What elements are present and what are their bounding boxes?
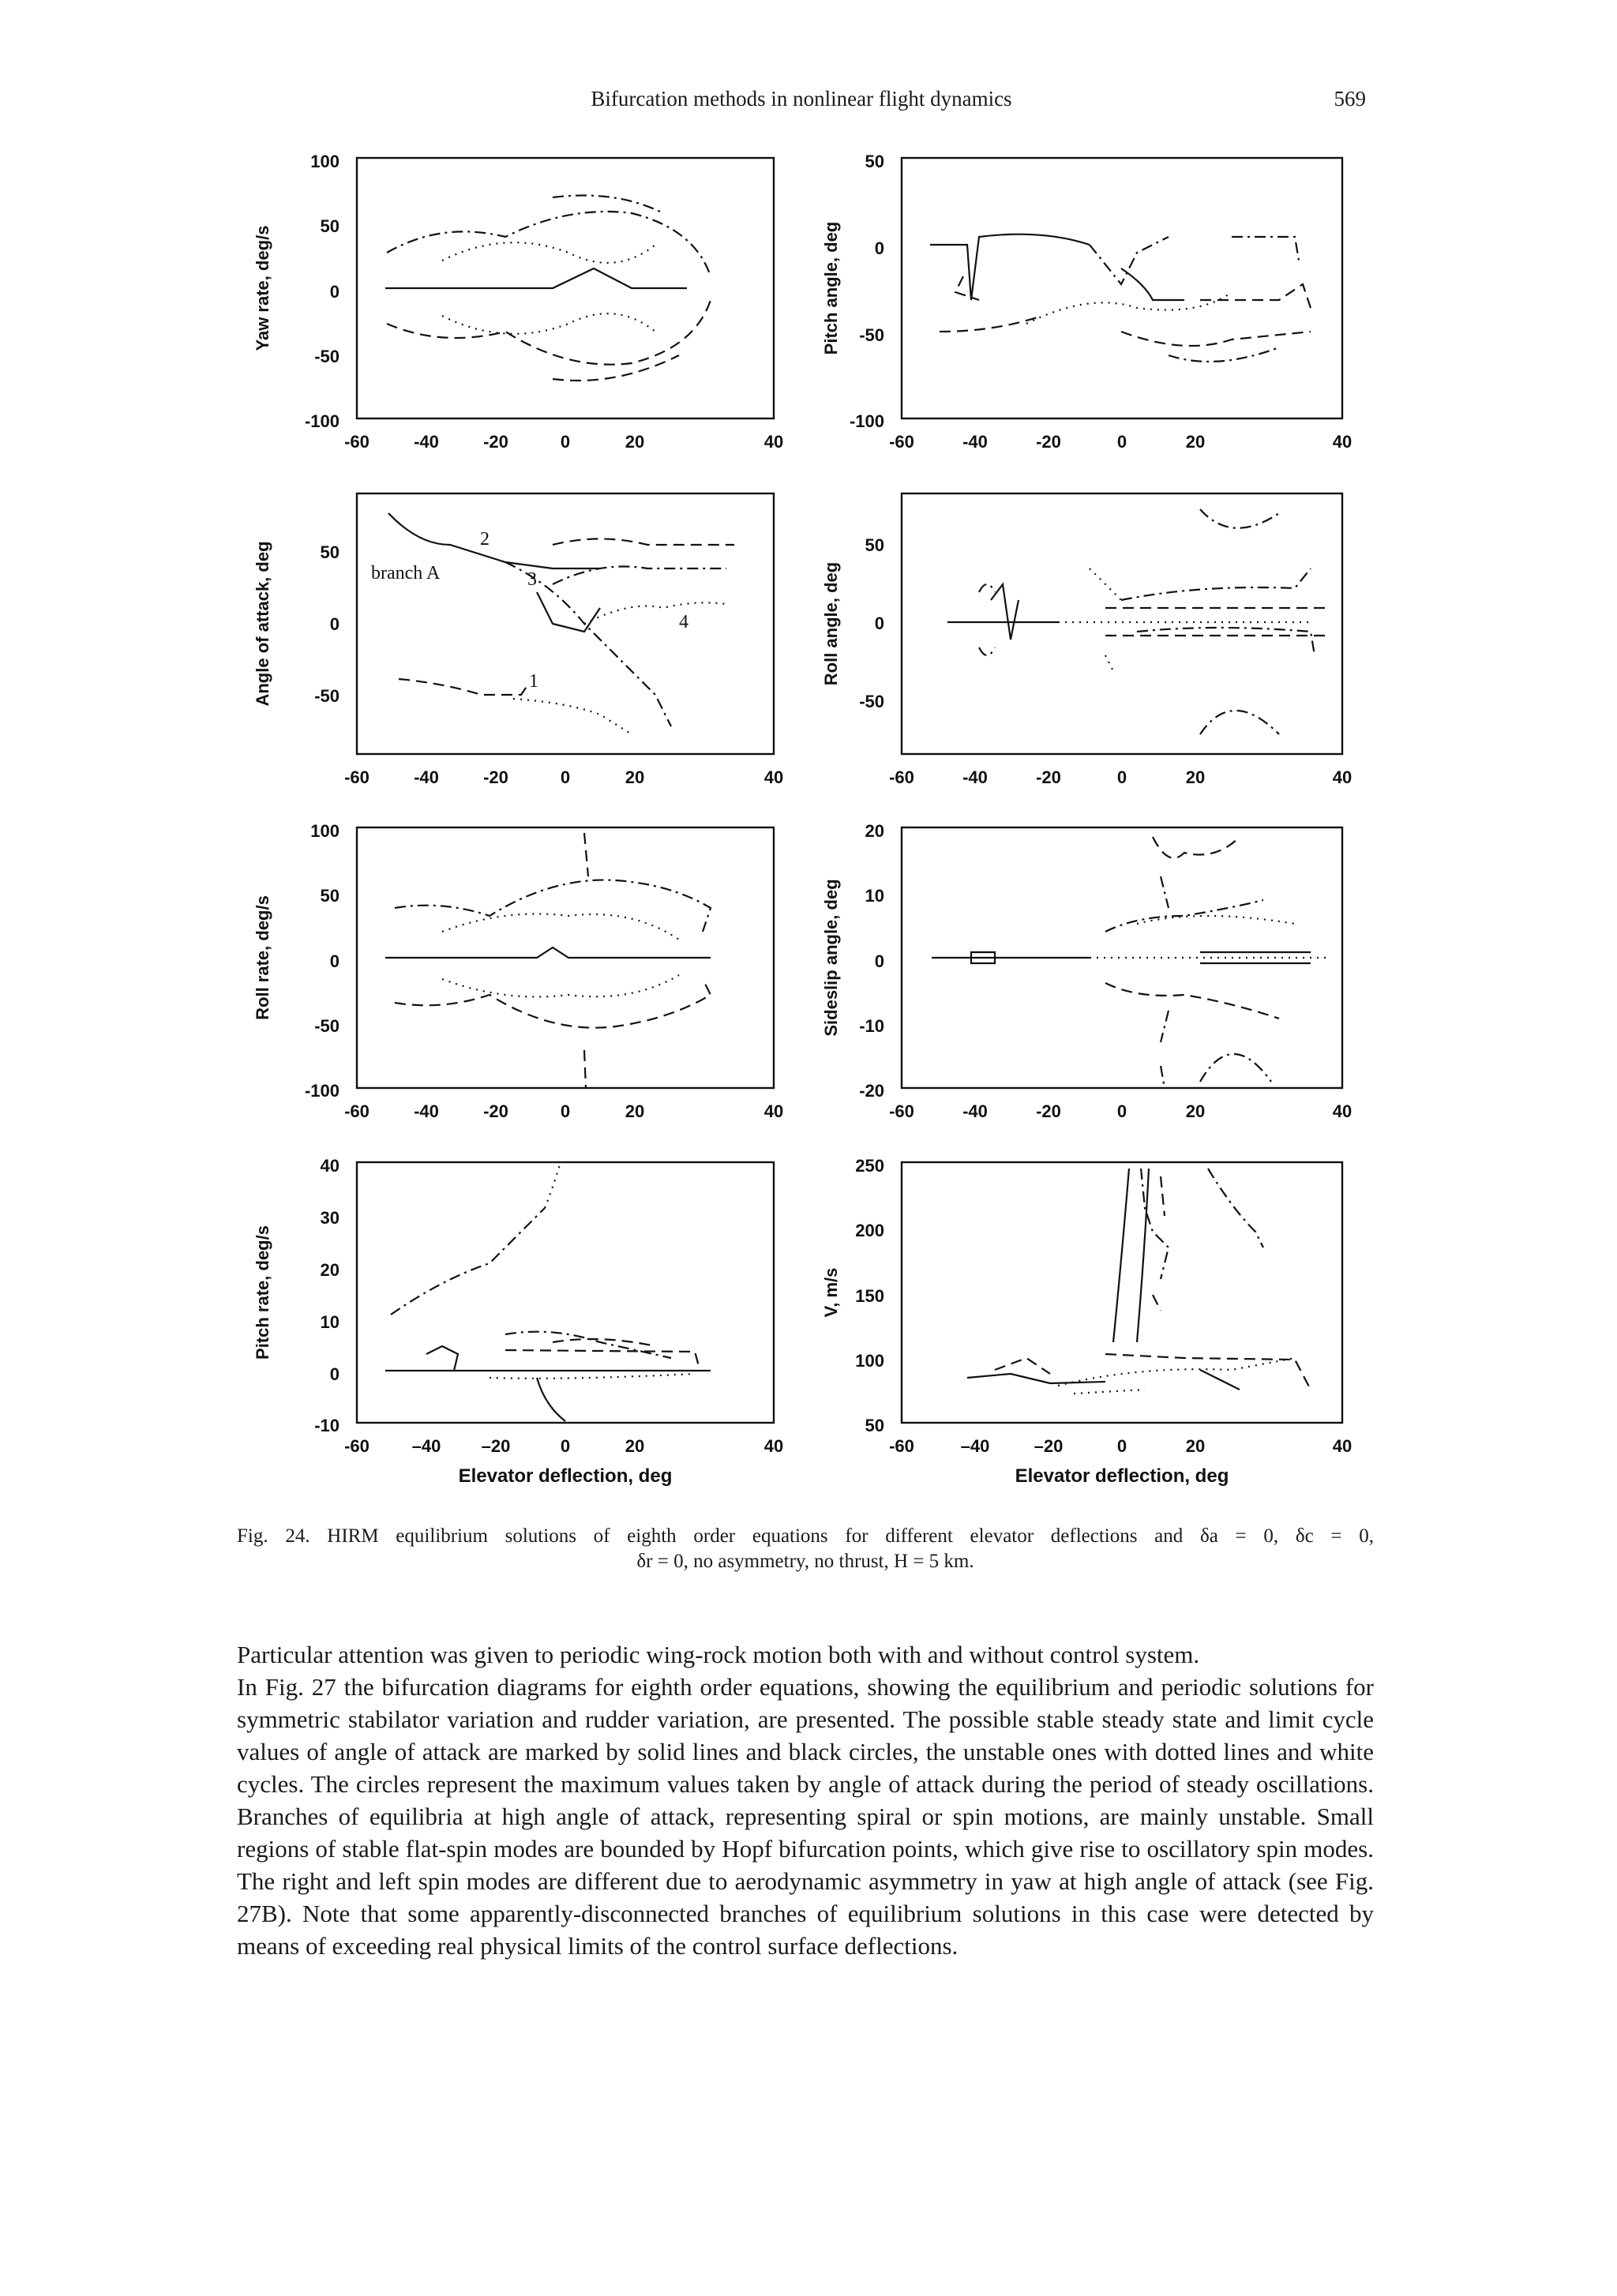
equilibrium-branch <box>1090 568 1121 671</box>
annotation-branch-label: 4 <box>679 612 688 632</box>
x-axis-label: Elevator deflection, deg <box>458 1465 673 1487</box>
equilibrium-branch <box>490 1374 695 1379</box>
annotation-branch-label: 2 <box>480 529 490 550</box>
panel-frame <box>902 493 1342 754</box>
y-tick: -10 <box>859 1016 884 1036</box>
x-tick: -60 <box>889 1101 914 1121</box>
equilibrium-branch <box>584 602 726 624</box>
equilibrium-branch <box>1208 1169 1263 1247</box>
equilibrium-branch <box>995 1354 1311 1390</box>
x-tick: 0 <box>560 1101 571 1121</box>
x-tick: 0 <box>560 1436 571 1456</box>
x-tick: 20 <box>625 432 645 452</box>
x-tick: 40 <box>1332 767 1353 787</box>
equilibrium-branch <box>1121 568 1315 655</box>
y-tick: 0 <box>329 282 340 302</box>
y-tick: 250 <box>855 1156 884 1176</box>
caption-line: Fig. 24. HIRM equilibrium solutions of eighth order equations for different elevator deflections and δa = 0, δc = 0, <box>237 1525 1374 1547</box>
y-tick: 0 <box>329 614 340 634</box>
y-tick: 100 <box>310 152 340 171</box>
equilibrium-branch <box>553 196 663 214</box>
annotation-branch-label: 1 <box>529 671 538 692</box>
y-tick: 0 <box>874 613 884 633</box>
x-tick: 40 <box>1332 432 1353 452</box>
running-title: Bifurcation methods in nonlinear flight dynamics <box>591 87 1012 111</box>
y-axis-label: Yaw rate, deg/s <box>253 225 272 351</box>
caption-line: δr = 0, no asymmetry, no thrust, H = 5 km. <box>636 1551 974 1572</box>
equilibrium-branch <box>967 1374 1105 1383</box>
panel-angle-of-attack <box>253 493 783 787</box>
equilibrium-branch <box>940 316 1311 346</box>
equilibrium-branch <box>395 880 711 932</box>
y-tick: 0 <box>874 238 884 258</box>
equilibrium-branch <box>442 242 655 263</box>
panel-frame <box>902 1162 1342 1423</box>
equilibrium-branch <box>1200 711 1279 734</box>
equilibrium-branch <box>395 979 711 1028</box>
equilibrium-branch <box>513 699 632 734</box>
y-tick: -100 <box>304 1081 340 1101</box>
y-tick: 0 <box>329 1364 340 1384</box>
x-tick: 20 <box>1185 767 1206 787</box>
panel-roll-rate <box>253 821 783 1121</box>
equilibrium-branch <box>1105 900 1263 932</box>
y-tick: 100 <box>855 1351 884 1371</box>
x-tick: -60 <box>344 767 370 787</box>
x-tick: 40 <box>763 432 784 452</box>
y-axis-label: Sideslip angle, deg <box>821 879 841 1037</box>
x-tick: -20 <box>483 1101 508 1121</box>
figure-caption <box>237 1524 1374 1574</box>
y-axis-label: Pitch rate, deg/s <box>253 1225 272 1360</box>
equilibrium-branch <box>442 914 679 940</box>
panel-velocity <box>821 1156 1352 1487</box>
x-tick: 40 <box>1332 1101 1353 1121</box>
equilibrium-branch <box>399 679 529 695</box>
paragraph: Particular attention was given to periodic wing-rock motion both with and without control system. <box>237 1641 1200 1668</box>
y-tick: 10 <box>320 1312 340 1332</box>
x-tick: -20 <box>483 767 508 787</box>
equilibrium-branch <box>1153 837 1240 858</box>
x-tick: -20 <box>1036 1101 1061 1121</box>
equilibrium-branch <box>1169 347 1279 362</box>
y-axis-label: Roll rate, deg/s <box>253 895 272 1020</box>
y-tick: 30 <box>320 1208 340 1228</box>
x-tick: -60 <box>344 1101 370 1121</box>
equilibrium-branch <box>545 1162 561 1208</box>
x-tick: 0 <box>1116 767 1127 787</box>
equilibrium-branch <box>1200 509 1279 528</box>
equilibrium-branch <box>385 268 687 288</box>
y-tick: -100 <box>849 411 884 431</box>
x-tick: 20 <box>1185 1101 1206 1121</box>
x-tick: -20 <box>1036 432 1061 452</box>
y-tick: 50 <box>320 886 340 906</box>
x-tick: 20 <box>625 1436 645 1456</box>
y-axis-label: Angle of attack, deg <box>253 541 272 707</box>
equilibrium-branch <box>1200 1370 1240 1390</box>
equilibrium-branch <box>1026 292 1232 324</box>
equilibrium-branch <box>537 1378 565 1421</box>
equilibrium-branch <box>553 539 734 546</box>
y-axis-label: Roll angle, deg <box>821 561 841 686</box>
y-tick: -50 <box>859 325 884 345</box>
equilibrium-branch <box>391 1208 545 1315</box>
y-tick: 0 <box>874 951 884 971</box>
x-tick: –40 <box>411 1436 441 1456</box>
y-tick: -10 <box>314 1416 340 1435</box>
x-tick: 0 <box>560 767 571 787</box>
y-tick: -50 <box>314 347 340 366</box>
x-tick: 20 <box>1185 432 1206 452</box>
panel-roll-angle <box>821 493 1352 787</box>
x-tick: 0 <box>1116 432 1127 452</box>
equilibrium-branch <box>1153 1176 1165 1311</box>
equilibrium-branch <box>442 975 679 997</box>
equilibrium-branch <box>1200 1054 1271 1082</box>
x-tick: -40 <box>962 432 988 452</box>
y-tick: 150 <box>855 1286 884 1306</box>
running-head <box>237 87 1366 118</box>
panel-frame <box>357 493 774 754</box>
x-tick: –20 <box>1034 1436 1064 1456</box>
panel-sideslip-angle <box>821 821 1352 1121</box>
panel-frame <box>902 158 1342 418</box>
x-tick: –20 <box>481 1436 511 1456</box>
x-tick: -40 <box>414 432 439 452</box>
x-tick: 40 <box>763 1101 784 1121</box>
body-text <box>237 1638 1374 1962</box>
x-tick: -20 <box>483 432 508 452</box>
x-tick: 40 <box>1332 1436 1353 1456</box>
equilibrium-branch <box>991 584 1019 640</box>
x-tick: -40 <box>414 767 439 787</box>
equilibrium-branch <box>1105 983 1279 1019</box>
y-tick: 50 <box>865 152 884 171</box>
y-tick: 20 <box>320 1260 340 1280</box>
x-tick: -60 <box>889 432 914 452</box>
y-tick: 40 <box>320 1156 340 1176</box>
annotation-branch-label: branch A <box>371 563 441 583</box>
equilibrium-branch <box>537 592 600 632</box>
x-tick: -60 <box>889 767 914 787</box>
x-tick: 0 <box>560 432 571 452</box>
y-tick: 50 <box>865 1416 884 1435</box>
equilibrium-branch <box>553 355 679 381</box>
x-tick: 40 <box>763 1436 784 1456</box>
panel-pitch-angle <box>821 152 1352 452</box>
y-tick: -50 <box>314 1016 340 1036</box>
x-tick: -20 <box>1036 767 1061 787</box>
y-tick: 20 <box>865 821 884 841</box>
equilibrium-branch <box>1121 268 1184 300</box>
y-tick: 100 <box>310 821 340 841</box>
equilibrium-branch <box>955 276 1311 308</box>
x-tick: 20 <box>625 1101 645 1121</box>
panel-frame <box>357 1162 774 1423</box>
equilibrium-branch <box>1161 876 1169 1088</box>
x-tick: -60 <box>344 1436 370 1456</box>
equilibrium-branch <box>979 584 995 655</box>
panel-pitch-rate <box>253 1156 783 1487</box>
y-tick: 50 <box>320 216 340 236</box>
equilibrium-branch <box>584 833 588 1088</box>
y-tick: -20 <box>859 1081 884 1101</box>
x-tick: 0 <box>1116 1101 1127 1121</box>
y-axis-label: Pitch angle, deg <box>821 221 841 355</box>
x-tick: 20 <box>625 767 645 787</box>
equilibrium-branch <box>385 947 711 958</box>
x-tick: 20 <box>1185 1436 1206 1456</box>
x-tick: 0 <box>1116 1436 1127 1456</box>
y-tick: 200 <box>855 1221 884 1240</box>
y-tick: -50 <box>859 692 884 711</box>
x-tick: -40 <box>414 1101 439 1121</box>
annotation-branch-label: 3 <box>527 569 537 590</box>
y-tick: -50 <box>314 686 340 706</box>
y-tick: -100 <box>304 411 340 431</box>
y-axis-label: V, m/s <box>821 1267 841 1318</box>
x-tick: -60 <box>344 432 370 452</box>
x-tick: -40 <box>962 767 988 787</box>
equilibrium-branch <box>1090 237 1299 284</box>
y-tick: 50 <box>320 542 340 562</box>
paragraph: In Fig. 27 the bifurcation diagrams for eighth order equations, showing the equilibrium and periodic solutions for symmetric stabilator variation and rudder variation, are presented. The possible stable steady state and limit cycle values of angle of attack are marked by solid lines and black circles, the unstable ones with dotted lines and white cycles. The circles represent the maximum values taken by angle of attack during the period of steady oscillations. Branches of equilibria at high angle of attack, representing spiral or spin motions, are mainly unstable. Small regions of stable flat-spin modes are bounded by Hopf bifurcation points, which give rise to oscillatory spin modes. The right and left spin modes are different due to aerodynamic asymmetry in yaw at high angle of attack (see Fig. 27B). Note that some apparently-disconnected branches of equilibrium solutions in this case were detected by means of exceeding real physical limits of the control surface deflections. <box>237 1673 1374 1960</box>
equilibrium-branch <box>930 234 1090 300</box>
equilibrium-branch <box>1137 916 1295 924</box>
equilibrium-branch <box>387 212 711 276</box>
equilibrium-branch <box>388 513 600 568</box>
x-axis-label: Elevator deflection, deg <box>1015 1465 1229 1487</box>
panel-yaw-rate <box>253 152 783 452</box>
page-number: 569 <box>1334 87 1366 111</box>
x-tick: –40 <box>960 1436 990 1456</box>
y-tick: 50 <box>865 535 884 555</box>
x-tick: -40 <box>962 1101 988 1121</box>
equilibrium-branch <box>442 313 655 334</box>
figure-24 <box>0 126 1617 1516</box>
equilibrium-branch <box>1058 1358 1295 1394</box>
x-tick: -60 <box>889 1436 914 1456</box>
y-tick: 10 <box>865 886 884 906</box>
equilibrium-branch <box>426 1346 458 1371</box>
x-tick: 40 <box>763 767 784 787</box>
equilibrium-branch <box>387 300 711 365</box>
y-tick: 0 <box>329 951 340 971</box>
